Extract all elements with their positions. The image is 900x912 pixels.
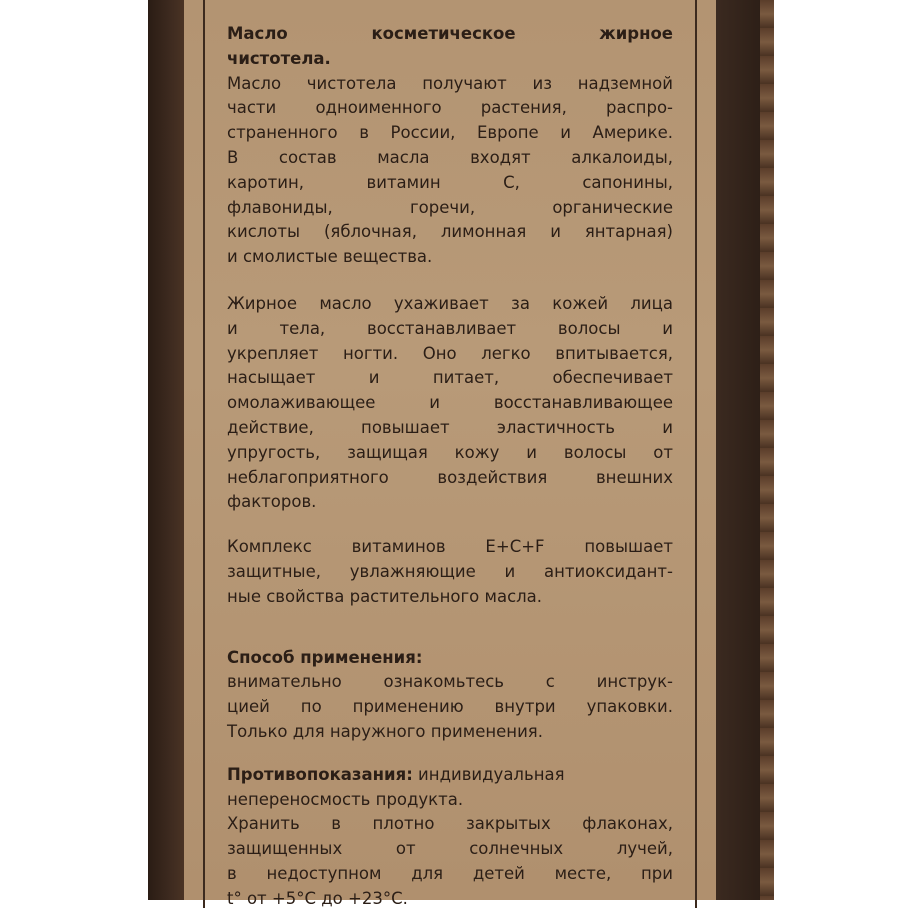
text-line: и смолистые вещества. bbox=[227, 247, 433, 267]
contra-line bbox=[227, 763, 673, 788]
text-line: в недоступном для детей месте, при bbox=[227, 863, 673, 883]
text-line: Комплекс витаминов Е+С+F повышает bbox=[227, 537, 673, 557]
usage-section bbox=[227, 646, 673, 745]
text-line: насыщает и питает, обеспечивает bbox=[227, 368, 673, 388]
product-title bbox=[227, 22, 673, 72]
text-line: каротин, витамин С, сапонины, bbox=[227, 172, 673, 192]
text-line: цией по применению внутри упаковки. bbox=[227, 697, 673, 717]
text-line: Хранить в плотно закрытых флаконах, bbox=[227, 814, 673, 834]
text-line: упругость, защищая кожу и волосы от bbox=[227, 442, 673, 462]
box-side-pattern bbox=[760, 0, 774, 900]
text-line: кислоты (яблочная, лимонная и янтарная) bbox=[227, 222, 673, 242]
intro-paragraph bbox=[227, 72, 673, 270]
text-line: страненного в России, Европе и Америке. bbox=[227, 123, 673, 143]
text-line: и тела, восстанавливает волосы и bbox=[227, 318, 673, 338]
benefits-paragraph bbox=[227, 292, 673, 515]
text-line: защитные, увлажняющие и антиоксидант- bbox=[227, 561, 673, 581]
contra-heading: Противопоказания: bbox=[227, 764, 413, 784]
text-line: действие, повышает эластичность и bbox=[227, 417, 673, 437]
contraindications-section bbox=[227, 763, 673, 912]
text-line: Масло чистотела получают из надземной bbox=[227, 73, 673, 93]
text-line: флавониды, горечи, органические bbox=[227, 197, 673, 217]
text-line: ные свойства растительного масла. bbox=[227, 586, 543, 606]
text-line: омолаживающее и восстанавливающее bbox=[227, 393, 673, 413]
contra-text: индивидуальная bbox=[412, 764, 565, 784]
text-line: Жирное масло ухаживает за кожей лица bbox=[227, 293, 673, 313]
text-line: защищенных от солнечных лучей, bbox=[227, 839, 673, 859]
title-line: Масло косметическое жирное bbox=[227, 24, 673, 43]
text-line: Только для наружного применения. bbox=[227, 721, 543, 741]
box-right-edge bbox=[716, 0, 760, 900]
title-line: чистотела. bbox=[227, 48, 331, 68]
text-line: непереносмость продукта. bbox=[227, 789, 464, 809]
text-line: части одноименного растения, распро- bbox=[227, 98, 673, 118]
text-line: t° от +5°С до +23°С. bbox=[227, 888, 408, 908]
text-line: В состав масла входят алкалоиды, bbox=[227, 147, 673, 167]
usage-heading: Способ применения: bbox=[227, 647, 423, 667]
text-line: укрепляет ногти. Оно легко впитывается, bbox=[227, 343, 673, 363]
text-line: факторов. bbox=[227, 492, 317, 512]
text-line: внимательно ознакомьтесь с инструк- bbox=[227, 672, 673, 692]
vitamins-paragraph bbox=[227, 535, 673, 609]
label-text bbox=[227, 22, 673, 912]
text-line: неблагоприятного воздействия внешних bbox=[227, 467, 673, 487]
box-left-edge bbox=[148, 0, 184, 900]
